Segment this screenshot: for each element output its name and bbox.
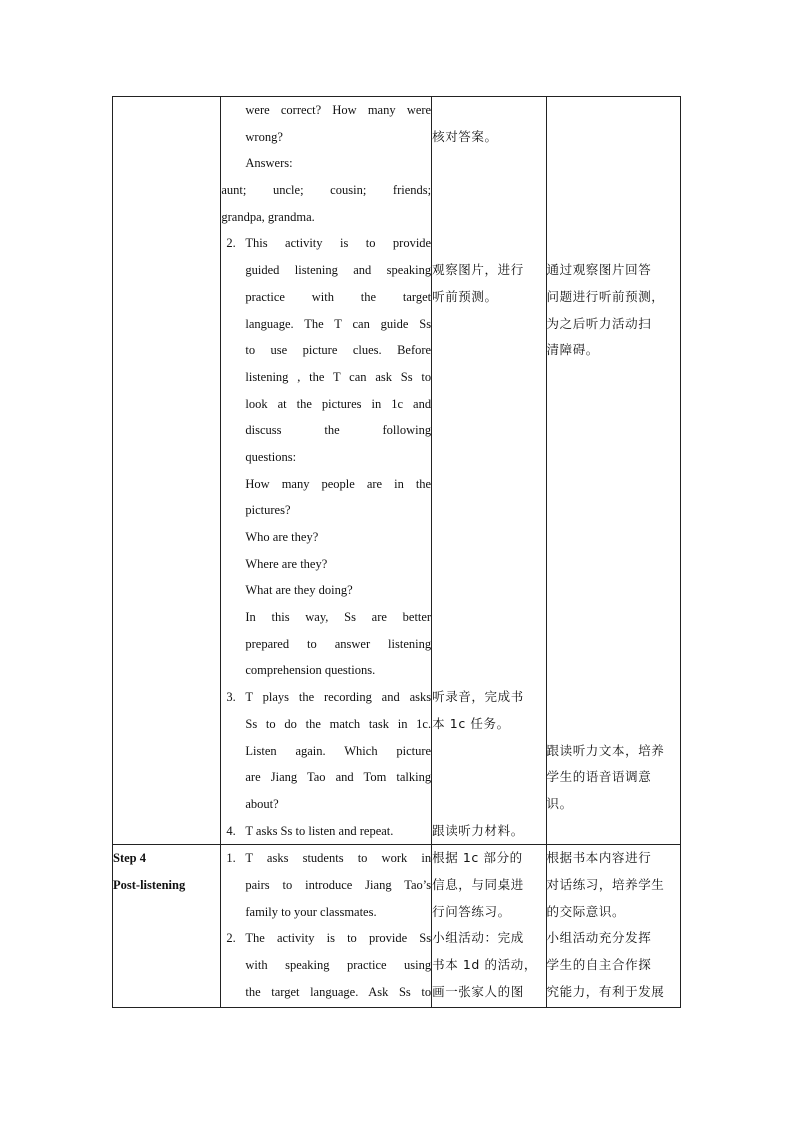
- spacer: [432, 791, 545, 818]
- stage-label: Post-listening: [113, 877, 186, 892]
- text-line: practice with the target: [245, 289, 432, 304]
- text-line: Ss to do the match task in 1c.: [245, 716, 432, 731]
- spacer: [547, 97, 681, 124]
- spacer: [547, 497, 681, 524]
- spacer: [432, 97, 545, 124]
- step-label: Step 4: [113, 851, 146, 866]
- spacer: [432, 230, 545, 257]
- text-line: 小组活动：完成: [432, 930, 524, 946]
- text-line: 对话练习，培养学生: [546, 876, 665, 892]
- text-line: 信息，与同桌进: [432, 876, 524, 892]
- text-line: 学生的语音语调意: [546, 769, 652, 785]
- text-line: Answers:: [245, 156, 293, 171]
- text-line: prepared to answer listening: [245, 636, 432, 651]
- text-line: 究能力，有利于发展: [546, 983, 665, 999]
- text-line: Who are they?: [245, 530, 319, 544]
- text-line: are Jiang Tao and Tom talking: [245, 770, 432, 785]
- table-row: [113, 97, 681, 845]
- spacer: [432, 764, 545, 791]
- text-line: 行问答练习。: [432, 903, 511, 919]
- text-line: 跟读听力材料。: [432, 822, 524, 838]
- step-cell: [113, 845, 221, 1008]
- list-item: [221, 230, 431, 257]
- spacer: [547, 230, 681, 257]
- text-line: 问题进行听前预测，: [546, 288, 665, 304]
- spacer: [547, 631, 681, 658]
- student-activity-cell: [432, 97, 546, 845]
- spacer: [547, 657, 681, 684]
- text-line: 通过观察图片回答: [546, 262, 652, 278]
- text-line: language. The T can guide Ss: [245, 316, 432, 331]
- spacer: [547, 471, 681, 498]
- spacer: [547, 364, 681, 391]
- text-line: 观察图片，进行: [432, 262, 524, 278]
- spacer: [547, 150, 681, 177]
- spacer: [432, 364, 545, 391]
- text-line: The activity is to provide Ss: [245, 931, 432, 946]
- text-line: comprehension questions.: [245, 663, 376, 678]
- text-line: to use picture clues. Before: [245, 343, 432, 358]
- item-number: 2.: [226, 236, 236, 251]
- text-line: Listen again. Which picture: [245, 743, 432, 758]
- text-line: with speaking practice using: [245, 958, 432, 972]
- text-line: 根据 1c 部分的: [432, 850, 523, 866]
- spacer: [432, 311, 545, 338]
- text-line: wrong?: [245, 129, 283, 144]
- text-line: 画一张家人的图: [432, 983, 524, 999]
- spacer: [432, 604, 545, 631]
- text-line: the target language. Ask Ss to: [245, 984, 432, 999]
- text-line: T asks students to work in: [245, 851, 432, 866]
- text-line: pairs to introduce Jiang Tao’s: [245, 877, 432, 892]
- spacer: [547, 444, 681, 471]
- text-line: grandpa, grandma.: [221, 209, 315, 224]
- spacer: [547, 124, 681, 151]
- spacer: [432, 551, 545, 578]
- text-line: What are they doing?: [245, 583, 353, 598]
- spacer: [547, 524, 681, 551]
- text-line: 根据书本内容进行: [546, 850, 652, 866]
- list-item: [221, 818, 431, 845]
- spacer: [547, 177, 681, 204]
- step-cell: [113, 97, 221, 845]
- teacher-activity-cell: [221, 845, 432, 1008]
- spacer: [432, 524, 545, 551]
- spacer: [547, 604, 681, 631]
- text-line: family to your classmates.: [245, 904, 377, 919]
- spacer: [547, 417, 681, 444]
- text-line: about?: [245, 796, 279, 811]
- text-line: 识。: [546, 795, 573, 811]
- spacer: [432, 738, 545, 765]
- spacer: [547, 551, 681, 578]
- student-activity-cell: [432, 845, 546, 1008]
- text-line: questions:: [245, 449, 297, 464]
- text-line: Where are they?: [245, 556, 328, 571]
- spacer: [547, 391, 681, 418]
- spacer: [547, 204, 681, 231]
- spacer: [432, 177, 545, 204]
- spacer: [432, 497, 545, 524]
- text-line: 学生的自主合作探: [546, 957, 652, 972]
- text-line: 清障碍。: [546, 342, 599, 358]
- list-item: [221, 845, 431, 872]
- text-line: look at the pictures in 1c and: [245, 396, 432, 411]
- text-line: pictures?: [245, 503, 291, 518]
- spacer: [432, 391, 545, 418]
- spacer: [547, 711, 681, 738]
- spacer: [432, 471, 545, 498]
- spacer: [432, 577, 545, 604]
- list-item: [221, 684, 431, 711]
- text-line: 核对答案。: [432, 128, 498, 144]
- item-number: 4.: [226, 823, 236, 838]
- design-purpose-cell: [546, 845, 681, 1008]
- text-line: 小组活动充分发挥: [546, 930, 652, 946]
- spacer: [432, 150, 545, 177]
- text-line: listening , the T can ask Ss to: [245, 369, 432, 384]
- text-line: This activity is to provide: [245, 236, 432, 251]
- spacer: [432, 657, 545, 684]
- text-line: 本 1c 任务。: [432, 715, 510, 731]
- text-line: In this way, Ss are better: [245, 610, 432, 625]
- list-item: [221, 925, 431, 952]
- table-row: [113, 845, 681, 1008]
- text-line: were correct? How many were: [245, 103, 432, 117]
- text-line: 书本 1d 的活动，: [432, 957, 537, 972]
- item-number: 1.: [226, 851, 236, 866]
- teacher-activity-cell: [221, 97, 432, 845]
- spacer: [432, 417, 545, 444]
- spacer: [432, 444, 545, 471]
- design-purpose-cell: [546, 97, 681, 845]
- text-line: 为之后听力活动扫: [546, 315, 652, 331]
- item-number: 3.: [226, 690, 236, 705]
- spacer: [547, 577, 681, 604]
- text-line: 的交际意识。: [546, 903, 626, 919]
- text-line: guided listening and speaking: [245, 263, 432, 278]
- spacer: [547, 684, 681, 711]
- text-line: How many people are in the: [245, 476, 432, 491]
- item-number: 2.: [226, 931, 236, 946]
- text-line: 跟读听力文本，培养: [546, 742, 665, 758]
- text-line: 听前预测。: [432, 288, 498, 304]
- spacer: [432, 337, 545, 364]
- text-line: 听录音，完成书: [432, 689, 524, 705]
- text-line: discuss the following: [245, 423, 432, 438]
- lesson-plan-table: [112, 96, 681, 1008]
- text-line: T asks Ss to listen and repeat.: [245, 823, 394, 838]
- text-line: aunt; uncle; cousin; friends;: [221, 183, 432, 198]
- spacer: [432, 204, 545, 231]
- spacer: [432, 631, 545, 658]
- text-line: T plays the recording and asks: [245, 690, 432, 705]
